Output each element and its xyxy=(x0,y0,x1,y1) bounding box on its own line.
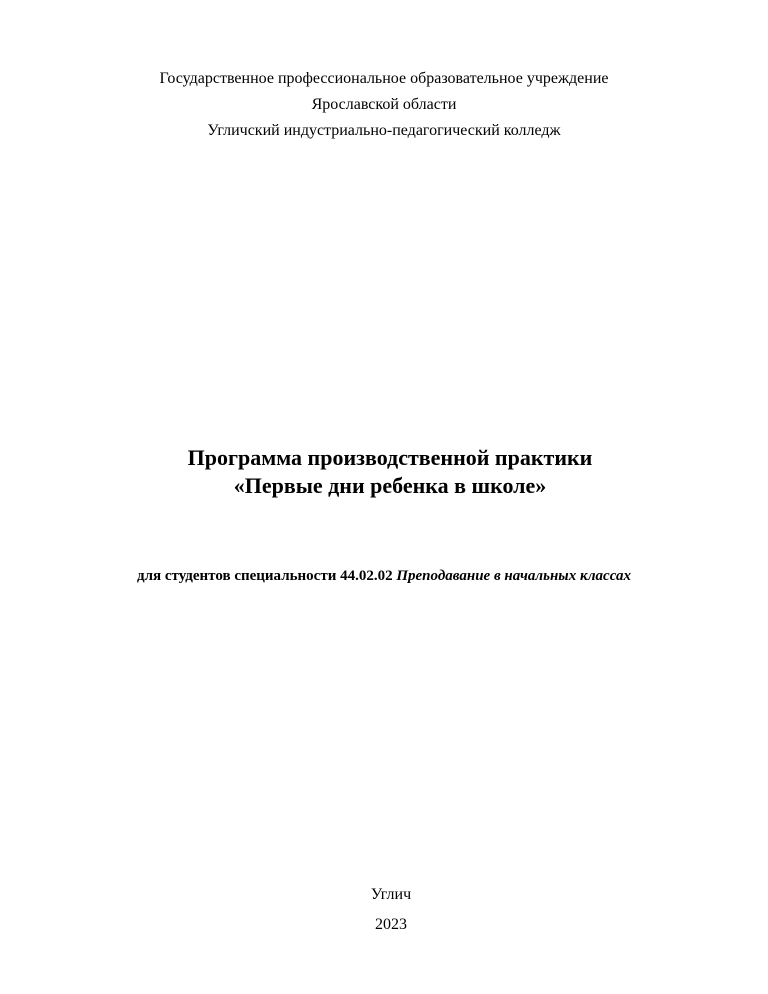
institution-line-1: Государственное профессиональное образовательное учреждение xyxy=(159,70,609,87)
subtitle-prefix: для студентов специальности 44.02.02 xyxy=(137,568,393,584)
title-line-1: Программа производственной практики xyxy=(187,445,593,470)
document-title xyxy=(0,444,768,500)
institution-line-3: Угличский индустриально-педагогический колледж xyxy=(207,122,561,139)
footer-year: 2023 xyxy=(375,916,407,933)
footer-city: Углич xyxy=(370,886,412,903)
institution-line-2: Ярославской области xyxy=(311,96,457,113)
title-line-2: «Первые дни ребенка в школе» xyxy=(233,473,547,498)
document-subtitle xyxy=(0,566,768,586)
document-footer xyxy=(0,880,768,940)
institution-header xyxy=(0,66,768,144)
subtitle-specialty: Преподавание в начальных классах xyxy=(396,568,631,584)
